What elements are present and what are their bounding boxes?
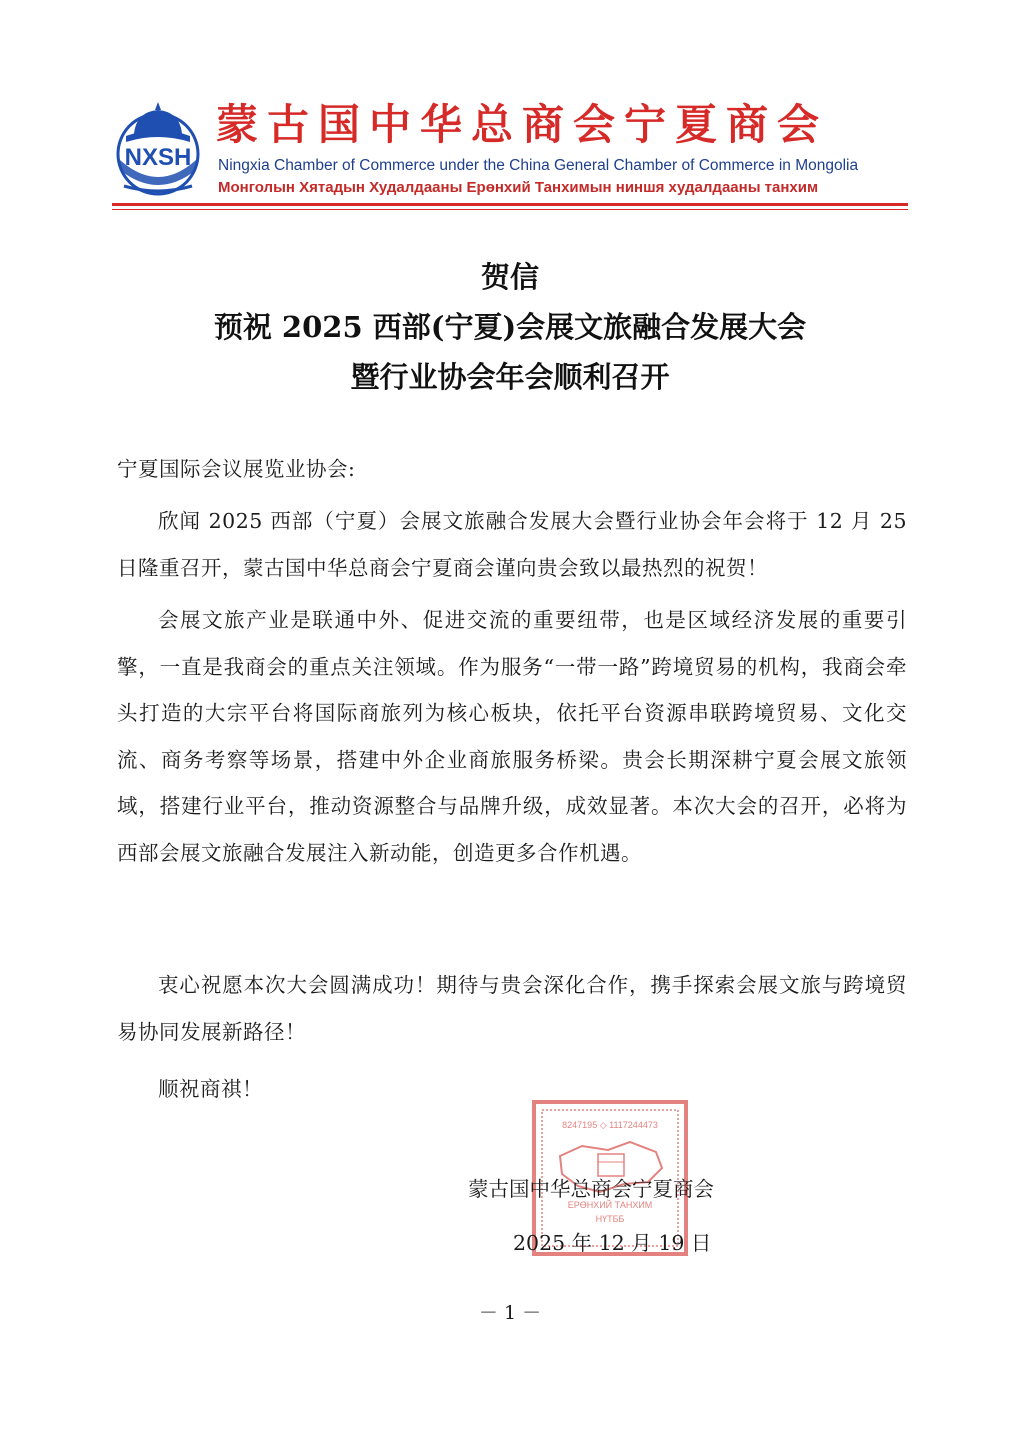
signing-organization: 蒙古国中华总商会宁夏商会 bbox=[468, 1177, 714, 1201]
svg-text:8247195 ◇ 1117244473: 8247195 ◇ 1117244473 bbox=[562, 1120, 658, 1130]
paragraph-1: 欣闻 2025 西部（宁夏）会展文旅融合发展大会暨行业协会年会将于 12 月 25 日隆重召开，蒙古国中华总商会宁夏商会谨向贵会致以最热烈的祝贺！ bbox=[117, 509, 907, 580]
title-line-3: 暨行业协会年会顺利召开 bbox=[350, 360, 670, 394]
signing-date: 2025 年 12 月 19 日 bbox=[513, 1231, 712, 1255]
page-number: － 1 － bbox=[478, 1302, 542, 1324]
title-line-2: 预祝 2025 西部(宁夏)会展文旅融合发展大会 bbox=[213, 310, 807, 344]
svg-text:NXSH: NXSH bbox=[124, 144, 192, 171]
letterhead-divider-thin bbox=[112, 209, 908, 210]
paragraph-3: 衷心祝愿本次大会圆满成功！期待与贵会深化合作，携手探索会展文旅与跨境贸易协同发展新路径！ bbox=[117, 973, 907, 1044]
letterhead-divider-thick bbox=[112, 203, 908, 206]
closing-greeting: 顺祝商祺！ bbox=[158, 1077, 263, 1101]
svg-text:ЕРӨНХИЙ ТАНХИМ: ЕРӨНХИЙ ТАНХИМ bbox=[567, 1200, 653, 1210]
nxsh-logo bbox=[112, 98, 204, 196]
salutation: 宁夏国际会议展览业协会: bbox=[117, 457, 356, 481]
letterhead bbox=[112, 92, 908, 217]
paragraph-2: 会展文旅产业是联通中外、促进交流的重要纽带，也是区域经济发展的重要引擎，一直是我商会的重点关注领域。作为服务“一带一路”跨境贸易的机构，我商会牵头打造的大宗平台将国际商旅列为核心板块，依托平台资源串联跨境贸易、文化交流、商务考察等场景，搭建中外企业商旅服务桥梁。贵会长期深耕宁夏会展文旅领域，搭建行业平台，推动资源整合与品牌升级，成效显著。本次大会的召开，必将为西部会展文旅融合发展注入新动能，创造更多合作机遇。 bbox=[117, 608, 907, 865]
org-name-mongolian: Монголын Хятадын Худалдааны Ерөнхий Танхимын ниншя худалдааны танхим bbox=[218, 179, 819, 196]
org-name-english: Ningxia Chamber of Commerce under the China General Chamber of Commerce in Mongolia bbox=[218, 157, 859, 174]
org-name-chinese: 蒙古国中华总商会宁夏商会 bbox=[216, 100, 829, 149]
title-line-1: 贺信 bbox=[480, 260, 539, 294]
letter-title bbox=[0, 252, 1020, 402]
svg-text:НҮТББ: НҮТББ bbox=[595, 1214, 625, 1224]
